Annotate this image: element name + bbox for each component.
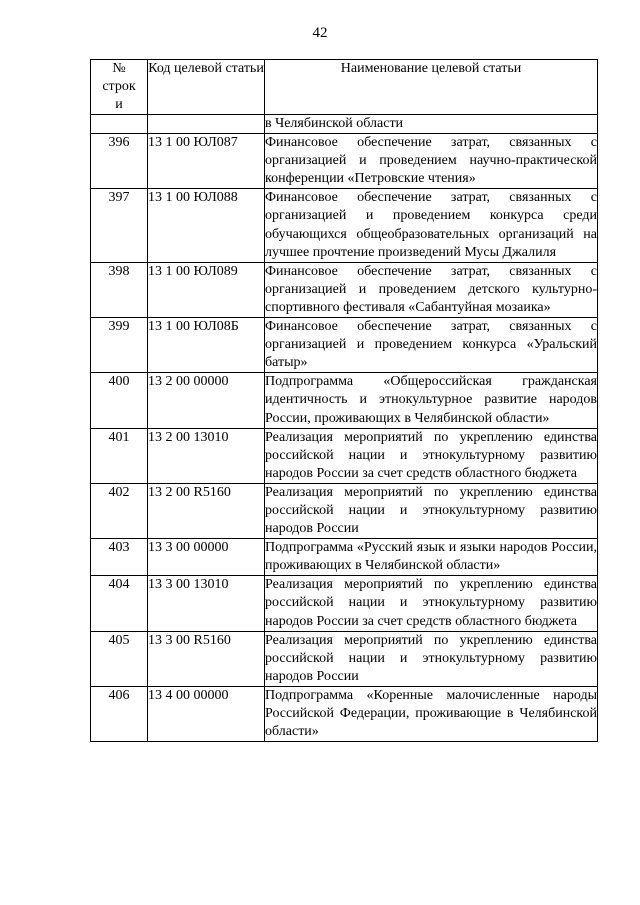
row-number: 401 [91,428,148,483]
target-article-name: Реализация мероприятий по укреплению единства российской нации и этнокультурному развитию народов России за счет средств областного бюджета [265,576,598,631]
row-number: 403 [91,539,148,576]
row-number: 405 [91,631,148,686]
table-row [91,262,598,317]
target-article-name: Подпрограмма «Коренные малочисленные народы Российской Федерации, проживающие в Челябинской области» [265,686,598,741]
row-number: 400 [91,373,148,428]
budget-table [90,59,598,742]
row-number: 404 [91,576,148,631]
table-row [91,576,598,631]
target-article-name: Финансовое обеспечение затрат, связанных с организацией и проведением конкурса среди обучающихся общеобразовательных организаций на лучшее прочтение произведений Мусы Джалиля [265,189,598,262]
table-row [91,631,598,686]
header-row-number: № строк и [91,60,148,115]
target-article-code: 13 2 00 R5160 [148,483,265,538]
row-number: 396 [91,134,148,189]
target-article-code: 13 1 00 ЮЛ089 [148,262,265,317]
table-row [91,318,598,373]
row-number: 397 [91,189,148,262]
table-row [91,483,598,538]
target-article-code: 13 4 00 00000 [148,686,265,741]
target-article-name: Финансовое обеспечение затрат, связанных с организацией и проведением детского культурно-спортивного фестиваля «Сабантуйная мозаика» [265,262,598,317]
target-article-code: 13 3 00 00000 [148,539,265,576]
target-article-name: Реализация мероприятий по укреплению единства российской нации и этнокультурному развитию народов России [265,631,598,686]
table-body [91,115,598,742]
target-article-name: Финансовое обеспечение затрат, связанных с организацией и проведением научно-практической конференции «Петровские чтения» [265,134,598,189]
target-article-name: Подпрограмма «Русский язык и языки народов России, проживающих в Челябинской области» [265,539,598,576]
continuation-row [91,115,598,134]
table-row [91,134,598,189]
target-article-name: Реализация мероприятий по укреплению единства российской нации и этнокультурному развитию народов России [265,483,598,538]
table-row [91,373,598,428]
target-article-code: 13 2 00 13010 [148,428,265,483]
table-row [91,189,598,262]
target-article-name: Финансовое обеспечение затрат, связанных с организацией и проведением конкурса «Уральский батыр» [265,318,598,373]
table-row [91,539,598,576]
target-article-code: 13 3 00 R5160 [148,631,265,686]
page-number: 42 [312,25,328,41]
row-number: 399 [91,318,148,373]
empty-cell [91,115,148,134]
target-article-code: 13 1 00 ЮЛ087 [148,134,265,189]
header-name: Наименование целевой статьи [265,60,598,115]
target-article-code: 13 1 00 ЮЛ08Б [148,318,265,373]
table-row [91,428,598,483]
row-number: 406 [91,686,148,741]
table-row [91,686,598,741]
table-header-row [91,60,598,115]
header-code: Код целевой статьи [148,60,265,115]
target-article-code: 13 2 00 00000 [148,373,265,428]
row-number: 398 [91,262,148,317]
continuation-text: в Челябинской области [265,115,598,134]
target-article-code: 13 1 00 ЮЛ088 [148,189,265,262]
empty-cell [148,115,265,134]
target-article-name: Реализация мероприятий по укреплению единства российской нации и этнокультурному развитию народов России за счет средств областного бюджета [265,428,598,483]
target-article-code: 13 3 00 13010 [148,576,265,631]
row-number: 402 [91,483,148,538]
target-article-name: Подпрограмма «Общероссийская гражданская идентичность и этнокультурное развитие народов России, проживающих в Челябинской области» [265,373,598,428]
